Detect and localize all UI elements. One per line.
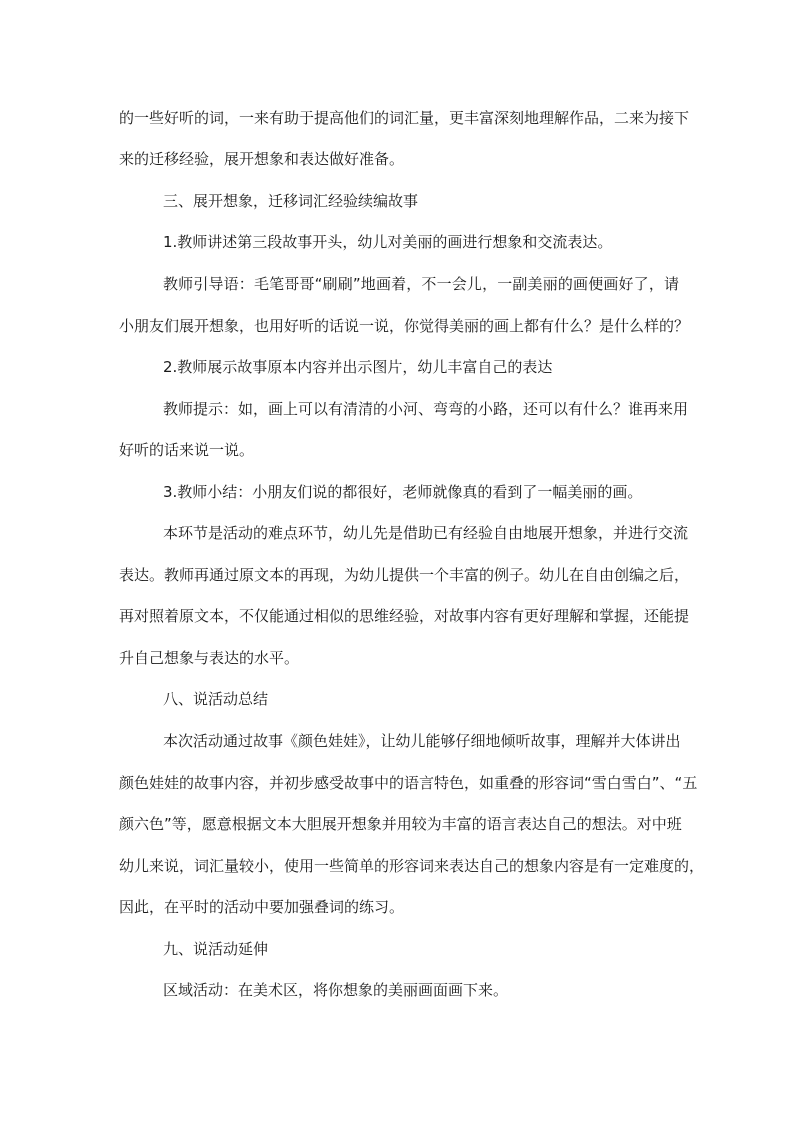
paragraph-line: 好听的话来说一说。 (119, 441, 255, 459)
paragraph-line: 1.教师讲述第三段故事开头，幼儿对美丽的画进行想象和交流表达。 (163, 233, 613, 251)
paragraph-line: 本次活动通过故事《颜色娃娃》，让幼儿能够仔细地倾听故事，理解并大体讲出 (163, 732, 681, 750)
paragraph-line: 的一些好听的词，一来有助于提高他们的词汇量，更丰富深刻地理解作品，二来为接下 (119, 109, 690, 127)
section-heading: 八、说活动总结 (163, 690, 269, 708)
paragraph-line: 来的迁移经验，展开想象和表达做好准备。 (119, 150, 405, 168)
paragraph-line: 3.教师小结：小朋友们说的都很好，老师就像真的看到了一幅美丽的画。 (163, 483, 643, 501)
paragraph-line: 幼儿来说，词汇量较小，使用一些简单的形容词来表达自己的想象内容是有一定难度的， (119, 857, 705, 875)
paragraph-line: 再对照着原文本，不仅能通过相似的思维经验，对故事内容有更好理解和掌握，还能提 (119, 607, 690, 625)
paragraph-line: 2.教师展示故事原本内容并出示图片，幼儿丰富自己的表达 (163, 358, 553, 376)
paragraph-line: 升自己想象与表达的水平。 (119, 649, 300, 667)
section-heading: 九、说活动延伸 (163, 940, 269, 958)
paragraph-line: 区域活动：在美术区，将你想象的美丽画面画下来。 (163, 981, 509, 999)
paragraph-line: 小朋友们展开想象，也用好听的话说一说，你觉得美丽的画上都有什么？是什么样的？ (119, 317, 690, 335)
paragraph-line: 因此，在平时的活动中要加强叠词的练习。 (119, 898, 405, 916)
paragraph-line: 教师引导语：毛笔哥哥“刷刷”地画着，不一会儿，一副美丽的画便画好了，请 (163, 275, 679, 293)
paragraph-line: 颜色娃娃的故事内容，并初步感受故事中的语言特色，如重叠的形容词“雪白雪白”、“五 (119, 774, 698, 792)
paragraph-line: 本环节是活动的难点环节，幼儿先是借助已有经验自由地展开想象，并进行交流 (163, 524, 689, 542)
paragraph-line: 颜六色”等，愿意根据文本大胆展开想象并用较为丰富的语言表达自己的想法。对中班 (119, 815, 682, 833)
paragraph-line: 教师提示：如，画上可以有清清的小河、弯弯的小路，还可以有什么？谁再来用 (163, 400, 689, 418)
section-heading: 三、展开想象，迁移词汇经验续编故事 (163, 192, 419, 210)
paragraph-line: 表达。教师再通过原文本的再现，为幼儿提供一个丰富的例子。幼儿在自由创编之后， (119, 566, 690, 584)
